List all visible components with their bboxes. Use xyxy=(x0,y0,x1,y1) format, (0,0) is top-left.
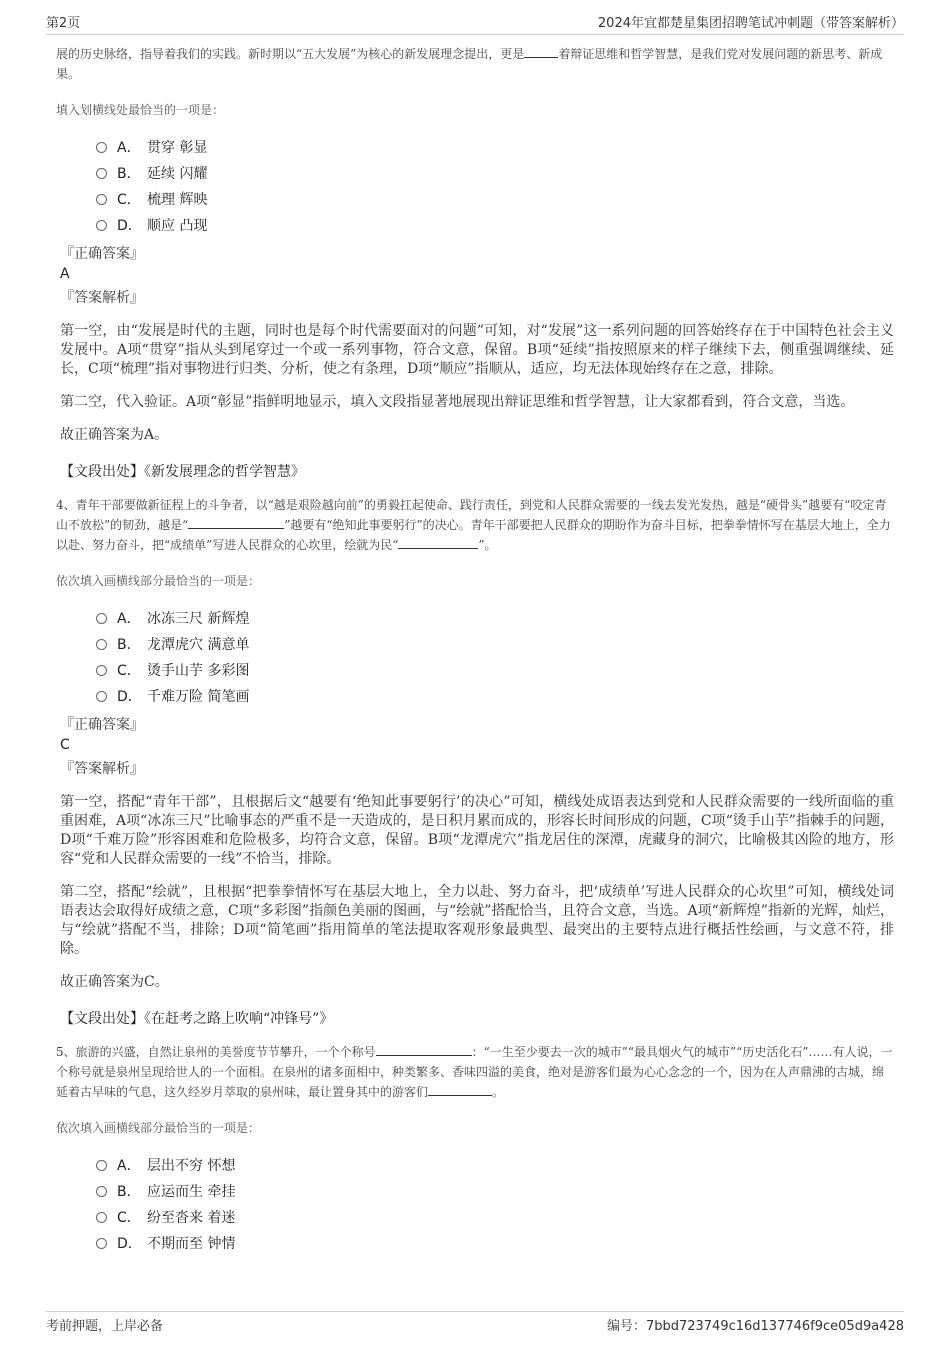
option-d[interactable]: D． 千难万险 简笔画 xyxy=(96,683,894,709)
analysis-paragraph: 第二空，代入验证。A项“彰显”指鲜明地显示，填入文段指显著地展现出辩证思维和哲学智慧，让大家都看到，符合文意，当选。 xyxy=(60,394,855,410)
page-content xyxy=(56,44,894,1262)
page-footer xyxy=(46,1311,904,1334)
correct-answer: A xyxy=(60,266,70,282)
analysis-conclusion: 故正确答案为A。 xyxy=(60,427,169,443)
analysis-label: 『答案解析』 xyxy=(60,761,144,777)
analysis-paragraph: 第二空，搭配“绘就”，且根据“把拳拳情怀写在基层大地上，全力以赴、努力奋斗，把‘成绩单’写进人民群众的心坎里”可知，横线处词语表达会取得好成绩之意，C项“多彩图”指颜色美丽的图画，与“绘就”搭配恰当，且符合文意，当选。A项“新辉煌”指新的光辉，灿烂，与“绘就”搭配不当，排除；D项“简笔画”指用简单的笔法提取客观形象最典型、最突出的主要特点进行概括性绘画，与文意不符，排除。 xyxy=(60,884,894,957)
options-list xyxy=(96,1152,894,1256)
radio-icon[interactable] xyxy=(96,1238,107,1249)
radio-icon[interactable] xyxy=(96,691,107,702)
question-3 xyxy=(56,44,894,481)
question-prompt: 依次填入画横线部分最恰当的一项是： xyxy=(56,1121,261,1135)
analysis-paragraph: 第一空，搭配“青年干部”，且根据后文“越要有‘绝知此事要躬行’的决心”可知，横线处成语表达到党和人民群众需要的一线所面临的重重困难，A项“冰冻三尺”比喻事态的严重不是一天造成的，是日积月累而成的，形容长时间形成的问题，C项“烫手山芋”指棘手的问题，D项“千难万险”形容困难和危险极多，均符合文意，保留。B项“龙潭虎穴”指龙居住的深潭，虎藏身的洞穴，比喻极其凶险的地方，形容“党和人民群众需要的一线”不恰当，排除。 xyxy=(60,794,894,867)
answer-blank xyxy=(428,1083,492,1096)
option-c[interactable]: C． 纷至沓来 着迷 xyxy=(96,1204,894,1230)
option-c[interactable]: C． 烫手山芋 多彩图 xyxy=(96,657,894,683)
option-a[interactable]: A． 冰冻三尺 新辉煌 xyxy=(96,605,894,631)
question-stem: 5、旅游的兴盛，自然让泉州的美誉度节节攀升，一个个称号 ：“一生至少要去一次的城市”“最具烟火气的城市”“历史活化石”……有人说，一个称号就是泉州呈现给世人的一个面相。在泉州的诸多面相中，种类繁多、香味四溢的美食，绝对是游客们最为心心念念的一个，因为在人声鼎沸的古城，绵延着古早味的气息，这久经岁月萃取的泉州味，最让置身其中的游客们 。 xyxy=(56,1045,893,1099)
question-stem: 4、青年干部要做新征程上的斗争者，以“越是艰险越向前”的勇毅扛起使命、践行责任，到党和人民群众需要的一线去发光发热，越是“硬骨头”越要有“咬定青山不放松”的韧劲，越是“ ”越要有“绝知此事要躬行”的决心。青年干部要把人民群众的期盼作为奋斗目标，把拳拳情怀写在基层大地上，全力以赴、努力奋斗，把“成绩单”写进人民群众的心坎里，绘就为民“ ”。 xyxy=(56,498,891,552)
page-header xyxy=(46,10,904,35)
answer-blank xyxy=(398,536,478,549)
footer-slogan: 考前押题，上岸必备 xyxy=(46,1319,164,1334)
document-code: 编号：7bbd723749c16d137746f9ce05d9a428 xyxy=(606,1319,904,1334)
option-c[interactable]: C． 梳理 辉映 xyxy=(96,186,894,212)
option-b[interactable]: B． 龙潭虎穴 满意单 xyxy=(96,631,894,657)
radio-icon[interactable] xyxy=(96,142,107,153)
question-prompt: 依次填入画横线部分最恰当的一项是： xyxy=(56,574,261,588)
option-a[interactable]: A． 贯穿 彰显 xyxy=(96,134,894,160)
options-list xyxy=(96,605,894,709)
correct-answer: C xyxy=(60,737,70,753)
source-citation: 【文段出处】《在赶考之路上吹响“冲锋号”》 xyxy=(60,1011,334,1027)
options-list xyxy=(96,134,894,238)
option-b[interactable]: B． 应运而生 牵挂 xyxy=(96,1178,894,1204)
radio-icon[interactable] xyxy=(96,613,107,624)
radio-icon[interactable] xyxy=(96,220,107,231)
question-4 xyxy=(56,495,894,1028)
option-d[interactable]: D． 顺应 凸现 xyxy=(96,212,894,238)
analysis-conclusion: 故正确答案为C。 xyxy=(60,974,169,990)
answer-blank xyxy=(524,45,558,58)
option-a[interactable]: A． 层出不穷 怀想 xyxy=(96,1152,894,1178)
answer-blank xyxy=(188,516,284,529)
correct-answer-label: 『正确答案』 xyxy=(60,717,144,733)
question-stem: 展的历史脉络，指导着我们的实践。新时期以“五大发展”为核心的新发展理念提出，更是 着辩证思维和哲学智慧，是我们党对发展问题的新思考、新成果。 xyxy=(56,47,883,81)
correct-answer-label: 『正确答案』 xyxy=(60,246,144,262)
document-title: 2024年宜都楚星集团招聘笔试冲刺题（带答案解析） xyxy=(597,16,904,31)
question-5 xyxy=(56,1042,894,1256)
radio-icon[interactable] xyxy=(96,168,107,179)
question-prompt: 填入划横线处最恰当的一项是： xyxy=(56,103,225,117)
option-d[interactable]: D． 不期而至 钟情 xyxy=(96,1230,894,1256)
page-number: 第2页 xyxy=(46,16,81,31)
radio-icon[interactable] xyxy=(96,1160,107,1171)
source-citation: 【文段出处】《新发展理念的哲学智慧》 xyxy=(60,464,305,480)
radio-icon[interactable] xyxy=(96,665,107,676)
radio-icon[interactable] xyxy=(96,639,107,650)
radio-icon[interactable] xyxy=(96,194,107,205)
analysis-paragraph: 第一空，由“发展是时代的主题，同时也是每个时代需要面对的问题”可知，对“发展”这一系列问题的回答始终存在于中国特色社会主义发展中。A项“贯穿”指从头到尾穿过一个或一系列事物，符合文意，保留。B项“延续”指按照原来的样子继续下去，侧重强调继续、延长，C项“梳理”指对事物进行归类、分析，使之有条理，D项“顺应”指顺从，适应，均无法体现始终存在之意，排除。 xyxy=(60,323,894,377)
analysis-label: 『答案解析』 xyxy=(60,290,144,306)
radio-icon[interactable] xyxy=(96,1212,107,1223)
radio-icon[interactable] xyxy=(96,1186,107,1197)
answer-blank xyxy=(376,1043,472,1056)
option-b[interactable]: B． 延续 闪耀 xyxy=(96,160,894,186)
